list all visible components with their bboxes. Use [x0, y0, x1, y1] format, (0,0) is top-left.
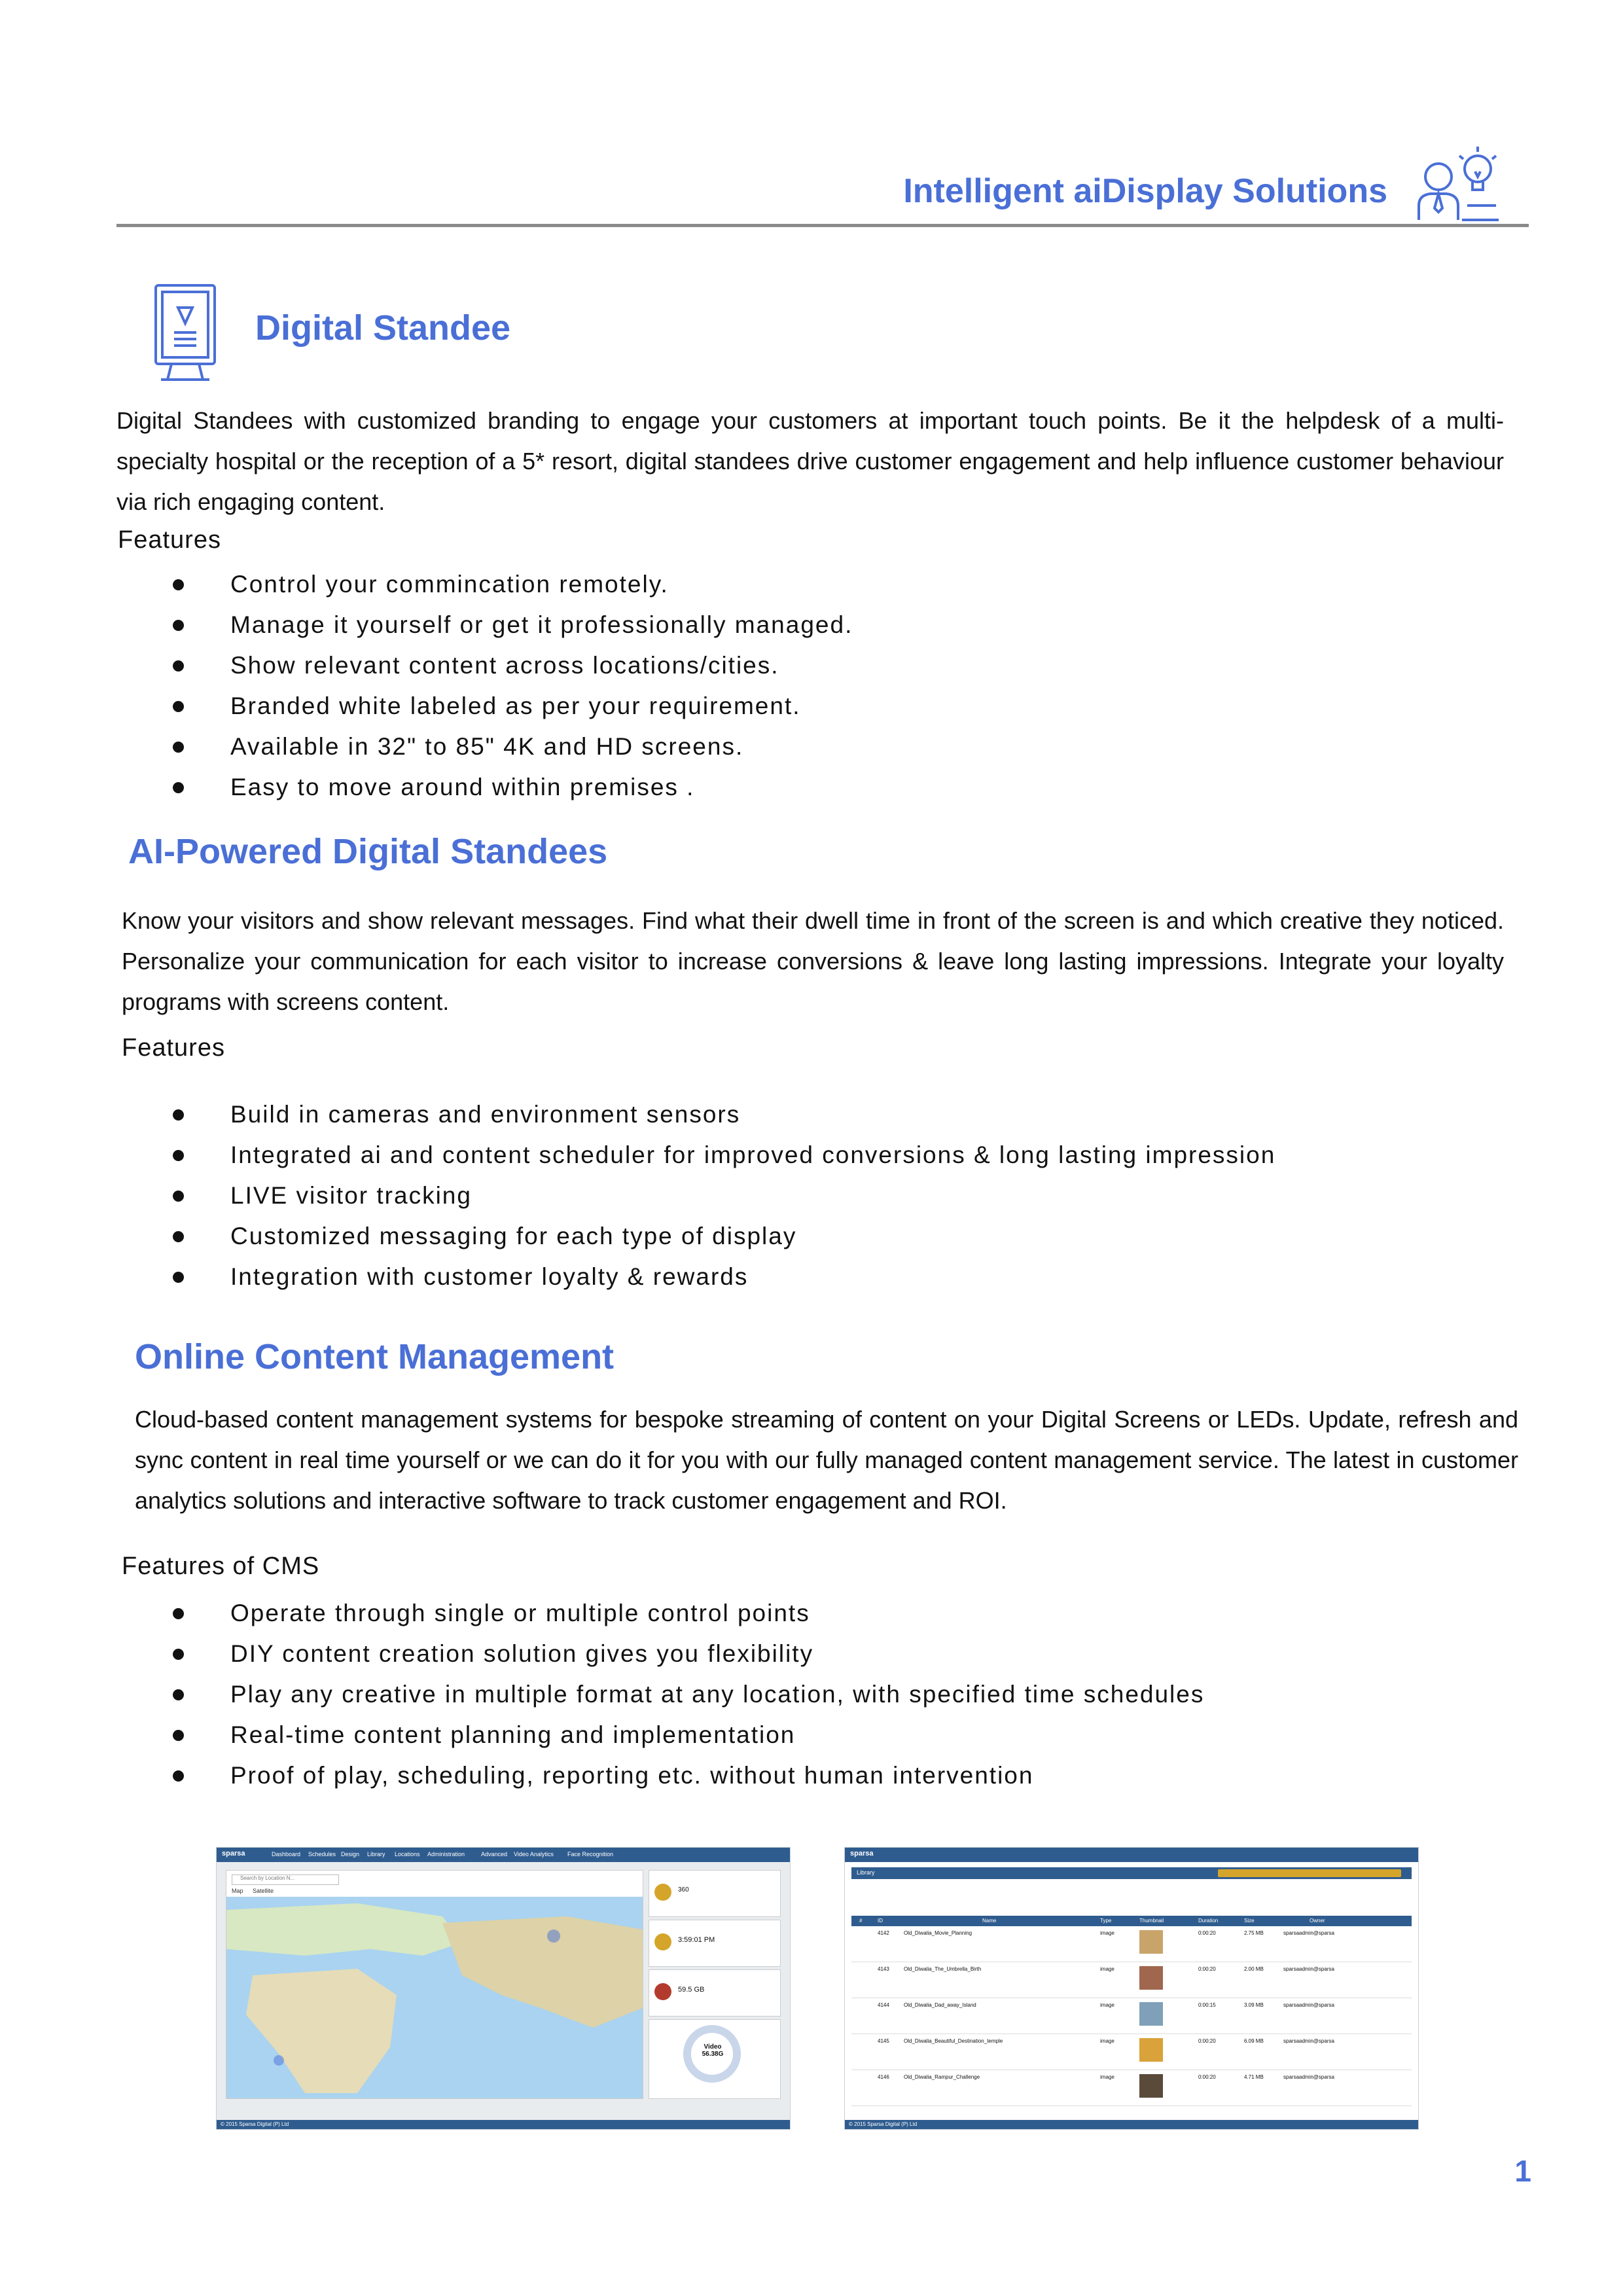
map-panel [226, 1870, 643, 2099]
list-item: Build in cameras and environment sensors [173, 1094, 1508, 1135]
idea-person-icon [1412, 143, 1501, 226]
list-item: Integration with customer loyalty & rewards [173, 1257, 1508, 1297]
dashboard-footer: © 2015 Sparsa Digital (P) Ltd [217, 2120, 790, 2129]
list-item: DIY content creation solution gives you flexibility [173, 1634, 1508, 1674]
library-footer: © 2015 Sparsa Digital (P) Ltd [845, 2120, 1418, 2129]
header-title: Intelligent aiDisplay Solutions [903, 172, 1387, 210]
section-paragraph: Digital Standees with customized branding to engage your customers at important touch points. Be it the helpdesk of a multi-specialty hospital or the reception of a 5* resort, digital standees drive customer engagement and help influence customer behaviour via rich engaging content. [116, 407, 1504, 515]
list-item: Available in 32" to 85" 4K and HD screens. [173, 726, 1482, 767]
list-item: Branded white labeled as per your requirement. [173, 686, 1482, 726]
list-item: Manage it yourself or get it professionally managed. [173, 605, 1482, 645]
nav-item: Schedules [308, 1851, 336, 1857]
nav-item: Library [367, 1851, 385, 1857]
nav-item: Dashboard [272, 1851, 301, 1857]
nav-item: Face Recognition [567, 1851, 614, 1857]
list-item: LIVE visitor tracking [173, 1175, 1508, 1216]
list-item: Control your commincation remotely. [173, 564, 1482, 605]
list-item: Proof of play, scheduling, reporting etc. without human intervention [173, 1755, 1508, 1796]
section-title-online-cms: Online Content Management [135, 1337, 615, 1376]
features-label: Features of CMS [122, 1552, 320, 1580]
list-item: Easy to move around within premises . [173, 767, 1482, 808]
map-type-toggle: Map Satellite [232, 1888, 274, 1894]
table-row: 4143 Old_Diwalia_The_Umbrella_Birth image 0:00:20 2.00 MB sparsaadmin@sparsa [851, 1962, 1412, 1998]
list-item: Customized messaging for each type of display [173, 1216, 1508, 1257]
section-paragraph: Know your visitors and show relevant messages. Find what their dwell time in front of the screen is and which creative they noticed. Personalize your communication for each visitor to increase conversions & leave long lasting impressions. Integrate your loyalty programs with screens content. [122, 907, 1504, 1015]
table-row: 4146 Old_Diwalia_Rampur_Challenge image 0:00:20 4.71 MB sparsaadmin@sparsa [851, 2070, 1412, 2106]
feature-list [173, 564, 1482, 808]
brand-logo: sparsa [850, 1850, 874, 1857]
video-usage-card: Video 56.38G [649, 2019, 781, 2099]
table-row: 4145 Old_Diwalia_Beautiful_Destination_temple image 0:00:20 6.09 MB sparsaadmin@sparsa [851, 2034, 1412, 2070]
dashboard-screenshot [216, 1847, 791, 2130]
search-input: Search by Location N... [232, 1874, 339, 1885]
nav-item: Administration [427, 1851, 465, 1857]
nav-item: Design [341, 1851, 360, 1857]
nav-item: Advanced [481, 1851, 508, 1857]
section-title-digital-standee: Digital Standee [255, 308, 511, 348]
library-table: # ID Name Type Thumbnail Duration Size Owner 4142 Old_Diwalia_Movie_Planning image 0:00:20 2.75 MB sparsaadmin@sparsa 4143 Old_Diwalia_The_Umbrella_Birth image 0:00:20 2.00 MB sparsaadmin@sparsa 4144 Old_Diwalia_Dad_away_Island image 0:00:15 3.09 MB sparsaadmin@sparsa 4145 Old_Diwalia_Beautiful_Destination_temple image 0:00:20 6.09 MB sparsaadmin@sparsa 4146 Old_Diwalia_Rampur_Challenge image 0:00:20 4.71 MB sparsaadmin@sparsa [851, 1916, 1412, 2106]
page-number: 1 [1514, 2154, 1531, 2188]
stat-card: 360 [649, 1870, 781, 1917]
world-map [226, 1897, 643, 2098]
list-item: Show relevant content across locations/cities. [173, 645, 1482, 686]
nav-item: Video Analytics [514, 1851, 554, 1857]
feature-list [173, 1094, 1508, 1297]
table-row: 4144 Old_Diwalia_Dad_away_Island image 0:00:15 3.09 MB sparsaadmin@sparsa [851, 1998, 1412, 2034]
stat-card: 59.5 GB [649, 1969, 781, 2017]
brand-logo: sparsa [222, 1850, 245, 1857]
features-label: Features [118, 526, 221, 554]
table-row: 4142 Old_Diwalia_Movie_Planning image 0:00:20 2.75 MB sparsaadmin@sparsa [851, 1926, 1412, 1962]
stat-card: 3:59:01 PM [649, 1920, 781, 1967]
features-label: Features [122, 1034, 225, 1062]
section-paragraph: Cloud-based content management systems for bespoke streaming of content on your Digital Screens or LEDs. Update, refresh and sync content in real time yourself or we can do it for you with our fully managed content management service. The latest in customer analytics solutions and interactive software to track customer engagement and ROI. [135, 1406, 1518, 1514]
library-navbar [845, 1848, 1418, 1862]
library-panel-header: Library [851, 1867, 1412, 1879]
list-item: Real-time content planning and implementation [173, 1715, 1508, 1755]
section-title-ai-standees: AI-Powered Digital Standees [128, 832, 608, 871]
standee-icon [152, 283, 224, 382]
header-divider [116, 224, 1529, 227]
dashboard-navbar [217, 1848, 790, 1862]
list-item: Operate through single or multiple control points [173, 1593, 1508, 1634]
nav-item: Locations [395, 1851, 420, 1857]
feature-list [173, 1593, 1508, 1796]
library-screenshot [844, 1847, 1419, 2130]
list-item: Play any creative in multiple format at any location, with specified time schedules [173, 1674, 1508, 1715]
list-item: Integrated ai and content scheduler for improved conversions & long lasting impression [173, 1135, 1508, 1175]
